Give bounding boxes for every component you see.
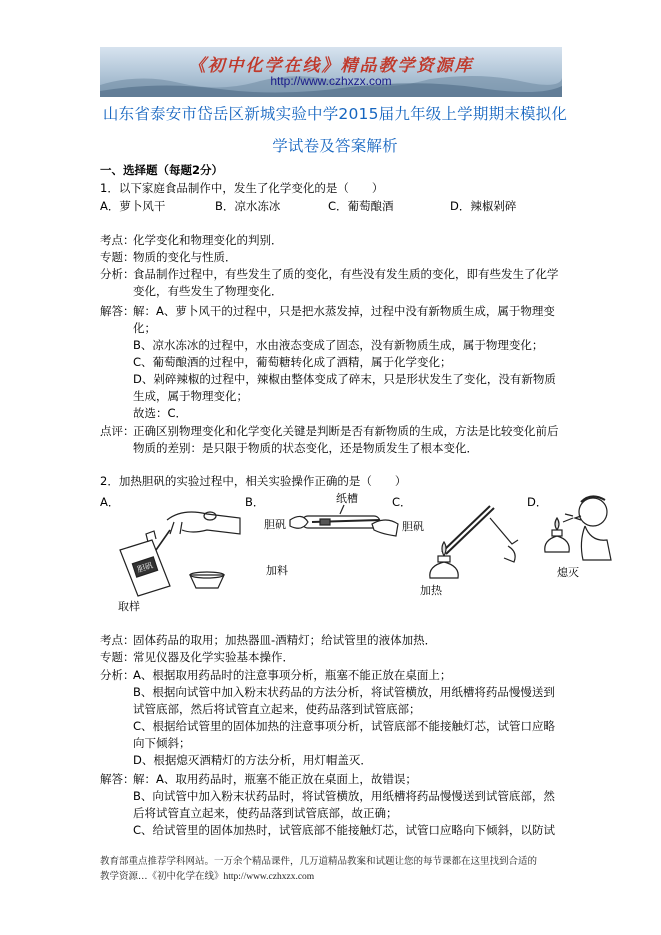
q2-kaodian: 固体药品的取用；加热器皿-酒精灯；给试管里的液体加热． — [133, 633, 437, 647]
figure-c-left-label: 胆矾 — [402, 520, 424, 533]
question-2-stem: 2．加热胆矾的实验过程中，相关实验操作正确的是（ ） — [100, 474, 407, 488]
q1-dianping-line: 物质的差别：是只限于物质的状态变化，还是物质发生了根本变化． — [133, 441, 478, 455]
q1-jieda-line: 生成，属于物理变化； — [133, 389, 248, 403]
q2-zhuanti-label: 专题： — [100, 650, 135, 664]
q1-jieda-label: 解答： — [100, 304, 135, 318]
q2-jieda-line: 后将试管直立起来，使药品落到试管底部，故正确； — [133, 806, 398, 820]
q1-dianping-line: 正确区别物理变化和化学变化关键是判断是否有新物质的生成，方法是比较变化前后 — [133, 424, 559, 438]
figure-d-caption: 熄灭 — [557, 566, 579, 579]
q2-fenxi-label: 分析： — [100, 668, 135, 682]
q2-jieda-line: C、给试管里的固体加热时，试管底部不能接触灯芯，试管口应略向下倾斜，以防试 — [133, 823, 556, 837]
figure-a-bottle-label: 胆矾 — [136, 560, 155, 575]
page-title-line2: 学试卷及答案解析 — [272, 137, 398, 155]
q1-zhuanti: 物质的变化与性质． — [133, 250, 237, 264]
q1-kaodian: 化学变化和物理变化的判别． — [133, 233, 283, 247]
footer-line-2 — [100, 870, 314, 884]
q2-fenxi-line: 向下倾斜； — [133, 736, 191, 750]
figure-b-adding — [262, 490, 402, 580]
q2-jieda-line: 解：A、取用药品时，瓶塞不能正放在桌面上，故错误； — [133, 772, 417, 786]
q2-jieda-line: B、向试管中加入粉末状药品时，将试管横放，用纸槽将药品慢慢送到试管底部，然 — [133, 789, 555, 803]
q2-fenxi-line: B、根据向试管中加入粉末状药品的方法分析，将试管横放，用纸槽将药品慢慢送到 — [133, 685, 555, 699]
q2-fenxi-line: 试管底部，然后将试管直立起来，使药品落到试管底部； — [133, 702, 421, 716]
q1-jieda-line: B、凉水冻冰的过程中，水由液态变成了固态，没有新物质生成，属于物理变化； — [133, 338, 544, 352]
header-banner — [100, 47, 562, 97]
q2-kaodian-label: 考点： — [100, 633, 135, 647]
q2-option-a: A． — [100, 495, 120, 509]
figure-c-caption: 加热 — [420, 584, 442, 597]
q1-option-a: A．萝卜风干 — [100, 199, 166, 213]
footer-prefix: 教学资源…《初中化学在线》 — [100, 871, 224, 882]
q1-dianping-label: 点评： — [100, 424, 135, 438]
q1-jieda-line: D、剁碎辣椒的过程中，辣椒由整体变成了碎末，只是形状发生了变化，没有新物质 — [133, 372, 556, 386]
q1-option-b: B．凉水冻冰 — [215, 199, 281, 213]
q2-zhuanti: 常见仪器及化学实验基本操作． — [133, 650, 294, 664]
q1-option-d: D．辣椒剁碎 — [450, 199, 517, 213]
q2-option-d: D． — [527, 495, 548, 509]
q1-fenxi-label: 分析： — [100, 267, 135, 281]
q1-jieda-line: C、葡萄酿酒的过程中，葡萄糖转化成了酒精，属于化学变化； — [133, 355, 452, 369]
figure-b-top-label: 纸槽 — [336, 492, 358, 505]
footer-url[interactable]: http://www.czhxzx.com — [223, 872, 315, 882]
figure-c-heating — [400, 500, 530, 600]
q2-fenxi-line: A、根据取用药品时的注意事项分析，瓶塞不能正放在桌面上； — [133, 668, 452, 682]
q2-fenxi-line: D、根据熄灭酒精灯的方法分析，用灯帽盖灭． — [133, 753, 372, 767]
q1-option-c: C．葡萄酿酒 — [328, 199, 394, 213]
q1-kaodian-label: 考点： — [100, 233, 135, 247]
figure-a-caption: 取样 — [118, 600, 140, 613]
q1-jieda-line: 故选：C． — [133, 406, 188, 420]
q1-zhuanti-label: 专题： — [100, 250, 135, 264]
q1-jieda-line: 化； — [133, 321, 156, 335]
q1-fenxi-line: 变化，有些发生了物理变化． — [133, 284, 283, 298]
page-title-line1: 山东省泰安市岱岳区新城实验中学2015届九年级上学期期末模拟化 — [102, 105, 568, 123]
section-heading: 一、选择题（每题2分） — [100, 163, 224, 177]
question-1-stem: 1．以下家庭食品制作中，发生了化学变化的是（ ） — [100, 181, 384, 195]
q2-option-b: B． — [245, 495, 265, 509]
figure-a-sampling — [112, 500, 247, 615]
figure-b-left-label: 胆矾 — [264, 518, 286, 531]
q1-jieda-line: 解：A、萝卜风干的过程中，只是把水蒸发掉，过程中没有新物质生成，属于物理变 — [133, 304, 555, 318]
figure-b-caption: 加料 — [266, 564, 288, 577]
q2-jieda-label: 解答： — [100, 772, 135, 786]
q1-fenxi-line: 食品制作过程中，有些发生了质的变化，有些没有发生质的变化，即有些发生了化学 — [133, 267, 559, 281]
q2-option-c: C． — [392, 495, 412, 509]
banner-url[interactable]: http://www.czhxzx.com — [270, 74, 392, 88]
figure-d-extinguish — [535, 490, 615, 580]
banner-title: 《初中化学在线》精品教学资源库 — [188, 56, 474, 76]
q2-fenxi-line: C、根据给试管里的固体加热的注意事项分析，试管底部不能接触灯芯，试管口应略 — [133, 719, 556, 733]
footer-line-1: 教育部重点推荐学科网站。一万余个精品课件，几万道精品教案和试题让您的每节课都在这里找到合适的 — [100, 856, 538, 867]
